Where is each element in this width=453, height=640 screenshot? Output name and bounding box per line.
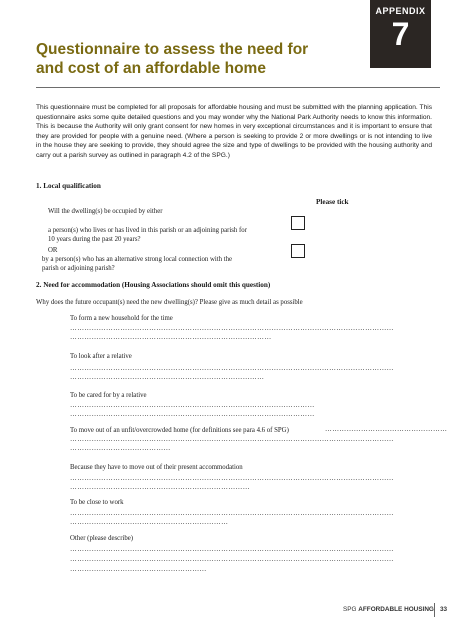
appendix-number: 7 (391, 16, 410, 52)
reason-new-household: To form a new household for the time (70, 315, 173, 322)
section2-heading: 2. Need for accommodation (Housing Associations should omit this question) (36, 281, 271, 289)
footer-prefix: SPG (343, 606, 357, 613)
please-tick-label: Please tick (316, 198, 349, 206)
section1-question: Will the dwelling(s) be occupied by either (48, 208, 163, 215)
answer-line[interactable]: ……………………………………………………………………………………………………………………… (70, 365, 394, 372)
section2-question: Why does the future occupant(s) need the new dwelling(s)? Please give as much detail as possible (36, 299, 303, 306)
footer-label (343, 606, 434, 613)
footer-divider (434, 603, 435, 617)
page-number: 33 (440, 606, 448, 613)
answer-line[interactable]: …………………………………… (70, 445, 171, 452)
answer-line[interactable]: ………………………………………………………………………………………… (70, 411, 315, 418)
intro-paragraph: This questionnaire must be completed for all proposals for affordable housing and must be submitted with the planning application. This questionnaire asks some quite detailed questions and you may wonder why the National Park Authority needs to know this information. This is because the Authority will only grant consent for new homes in very exceptional circumstances and it is important to ensure that they are provided for people with a genuine need. (Where a person is seeking to provide 2 or more dwellings or is not intending to live in the house they are seeking to provide, they should agree the size and type of dwellings to be provided with the housing authority and carry out a parish survey as outlined in paragraph 4.2 of the SPG.) (36, 104, 432, 159)
answer-line[interactable]: ……………………………………………………………………………………………………………………… (70, 436, 394, 443)
answer-line[interactable]: ………………………………………………………………… (70, 484, 250, 491)
title-divider (36, 87, 440, 88)
section1-heading: 1. Local qualification (36, 182, 101, 190)
reason-move-out: Because they have to move out of their present accommodation (70, 464, 243, 471)
page-title: Questionnaire to assess the need for and cost of an affordable home (36, 41, 309, 77)
answer-line[interactable]: ……………………………………………………………………………………………………………………… (70, 546, 394, 553)
option-b-text: by a person(s) who has an alternative strong local connection with the parish or adjoining parish? (42, 256, 233, 273)
reason-close-to-work: To be close to work (70, 499, 124, 506)
footer-title: AFFORDABLE HOUSING (358, 606, 434, 613)
option-a-text: a person(s) who lives or has lived in this parish or an adjoining parish for 10 years during the past 20 years? (48, 227, 247, 244)
answer-line[interactable]: ……………………………………………………………………… (70, 374, 265, 381)
answer-line[interactable]: ………………………………………………… (70, 566, 207, 573)
answer-line[interactable]: ……………………………………………………………………………………………………………………… (70, 475, 394, 482)
reason-unfit-home: To move out of an unfit/overcrowded home (for definitions see para 4.6 of SPG) (70, 427, 289, 434)
answer-line[interactable]: ………………………………………………………… (70, 519, 229, 526)
answer-line[interactable]: ……………………………………………………………………………………………………………………… (70, 510, 394, 517)
option-b-checkbox[interactable] (291, 244, 305, 258)
answer-line[interactable]: …………………………………………… (325, 426, 448, 433)
answer-line[interactable]: ………………………………………………………………………… (70, 334, 272, 341)
option-a-checkbox[interactable] (291, 216, 305, 230)
reason-cared-for: To be cared for by a relative (70, 392, 147, 399)
reason-look-after-relative: To look after a relative (70, 353, 132, 360)
appendix-label: APPENDIX (375, 6, 426, 16)
answer-line[interactable]: ………………………………………………………………………………………… (70, 402, 315, 409)
answer-line[interactable]: ……………………………………………………………………………………………………………………… (70, 325, 394, 332)
or-text: OR (48, 247, 58, 254)
appendix-tab (370, 0, 431, 68)
answer-line[interactable]: ……………………………………………………………………………………………………………………… (70, 556, 394, 563)
reason-other: Other (please describe) (70, 535, 134, 542)
